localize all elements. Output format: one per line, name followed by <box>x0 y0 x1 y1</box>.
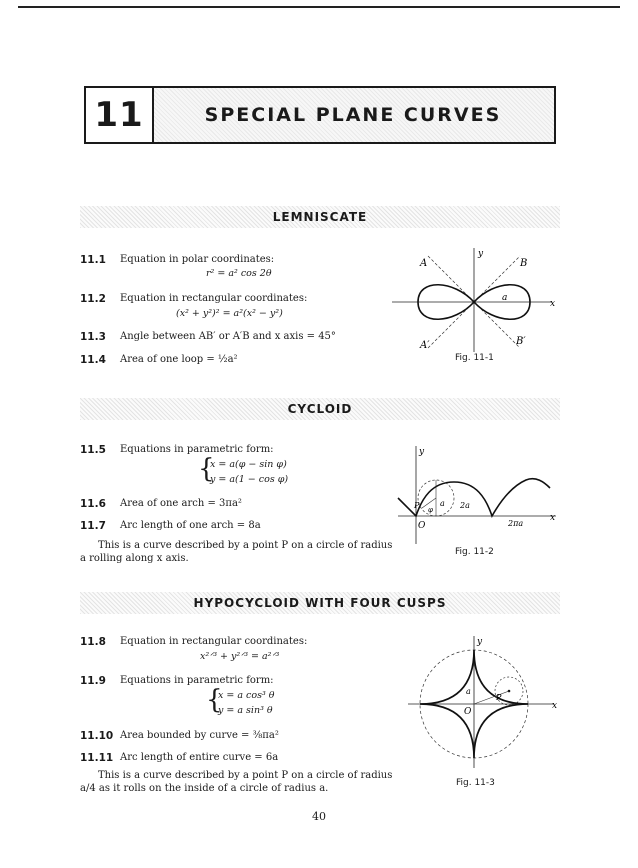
item-number: 11.9 <box>80 675 106 687</box>
brace-icon: { <box>206 685 223 715</box>
equation: (x² + y²)² = a²(x² − y²) <box>176 308 283 319</box>
item-number: 11.11 <box>80 752 114 764</box>
description-line: a/4 as it rolls on the inside of a circle of radius a. <box>80 783 329 794</box>
equation: x²ᐟ³ + y²ᐟ³ = a²ᐟ³ <box>200 651 280 662</box>
description-line: a rolling along x axis. <box>80 553 189 564</box>
label-x: x <box>552 701 558 711</box>
item-number: 11.7 <box>80 520 106 532</box>
section-title: HYPOCYCLOID WITH FOUR CUSPS <box>193 596 447 610</box>
description-line: This is a curve described by a point P on a circle of radius <box>98 540 393 551</box>
section-title: LEMNISCATE <box>272 210 368 224</box>
label-B-prime: B′ <box>516 336 526 347</box>
hypocycloid-figure <box>402 632 558 772</box>
label-x: x <box>550 513 556 523</box>
equation: r² = a² cos 2θ <box>206 268 272 279</box>
item-text: Equation in rectangular coordinates: <box>120 636 308 647</box>
item-text: Equations in parametric form: <box>120 675 274 686</box>
item-number: 11.2 <box>80 293 106 305</box>
item-text: Area bounded by curve = ⅜πa² <box>120 730 279 741</box>
label-a: a <box>440 499 445 508</box>
equation: x = a cos³ θ <box>218 690 275 701</box>
label-P: P <box>414 501 420 510</box>
item-text: Angle between AB′ or A′B and x axis = 45° <box>120 331 336 342</box>
section-band-lemniscate <box>80 206 560 228</box>
equation: y = a sin³ θ <box>218 705 273 716</box>
label-A-prime: A′ <box>420 340 430 351</box>
item-number: 11.5 <box>80 444 106 456</box>
chapter-number: 11 <box>86 88 154 142</box>
item-number: 11.6 <box>80 498 106 510</box>
item-text: Area of one loop = ½a² <box>120 354 238 365</box>
figure-caption: Fig. 11-1 <box>455 353 494 363</box>
label-y: y <box>477 637 483 647</box>
section-band-cycloid <box>80 398 560 420</box>
item-text: Equation in rectangular coordinates: <box>120 293 308 304</box>
label-y: y <box>478 249 484 259</box>
chapter-header <box>84 86 556 144</box>
chapter-title: SPECIAL PLANE CURVES <box>204 104 502 126</box>
lemniscate-figure <box>388 240 560 352</box>
label-A: A <box>420 258 428 269</box>
label-2a: 2a <box>460 501 470 510</box>
label-a: a <box>466 687 471 696</box>
label-2pi-a: 2πa <box>508 519 524 528</box>
item-number: 11.3 <box>80 331 106 343</box>
item-text: Equation in polar coordinates: <box>120 254 275 265</box>
equation: x = a(φ − sin φ) <box>210 459 287 470</box>
description-line: This is a curve described by a point P on a circle of radius <box>98 770 393 781</box>
label-phi: φ <box>428 506 433 514</box>
item-text: Arc length of one arch = 8a <box>120 520 261 531</box>
label-P: P <box>496 693 502 702</box>
item-number: 11.8 <box>80 636 106 648</box>
label-B: B <box>520 258 528 269</box>
top-rule <box>18 6 620 8</box>
cycloid-figure <box>392 440 564 544</box>
item-number: 11.1 <box>80 254 106 266</box>
section-band-hypocycloid <box>80 592 560 614</box>
item-text: Equations in parametric form: <box>120 444 274 455</box>
brace-icon: { <box>198 454 215 484</box>
equation: y = a(1 − cos φ) <box>210 474 289 485</box>
label-x: x <box>550 299 556 309</box>
item-text: Arc length of entire curve = 6a <box>120 752 279 763</box>
label-y: y <box>419 447 425 457</box>
label-O: O <box>418 521 426 531</box>
page-number: 40 <box>312 810 326 823</box>
item-text: Area of one arch = 3πa² <box>120 498 242 509</box>
item-number: 11.4 <box>80 354 106 366</box>
item-number: 11.10 <box>80 730 114 742</box>
label-O: O <box>464 707 472 717</box>
figure-caption: Fig. 11-2 <box>455 547 494 557</box>
label-a: a <box>502 293 508 303</box>
figure-caption: Fig. 11-3 <box>456 778 495 788</box>
section-title: CYCLOID <box>287 402 353 416</box>
